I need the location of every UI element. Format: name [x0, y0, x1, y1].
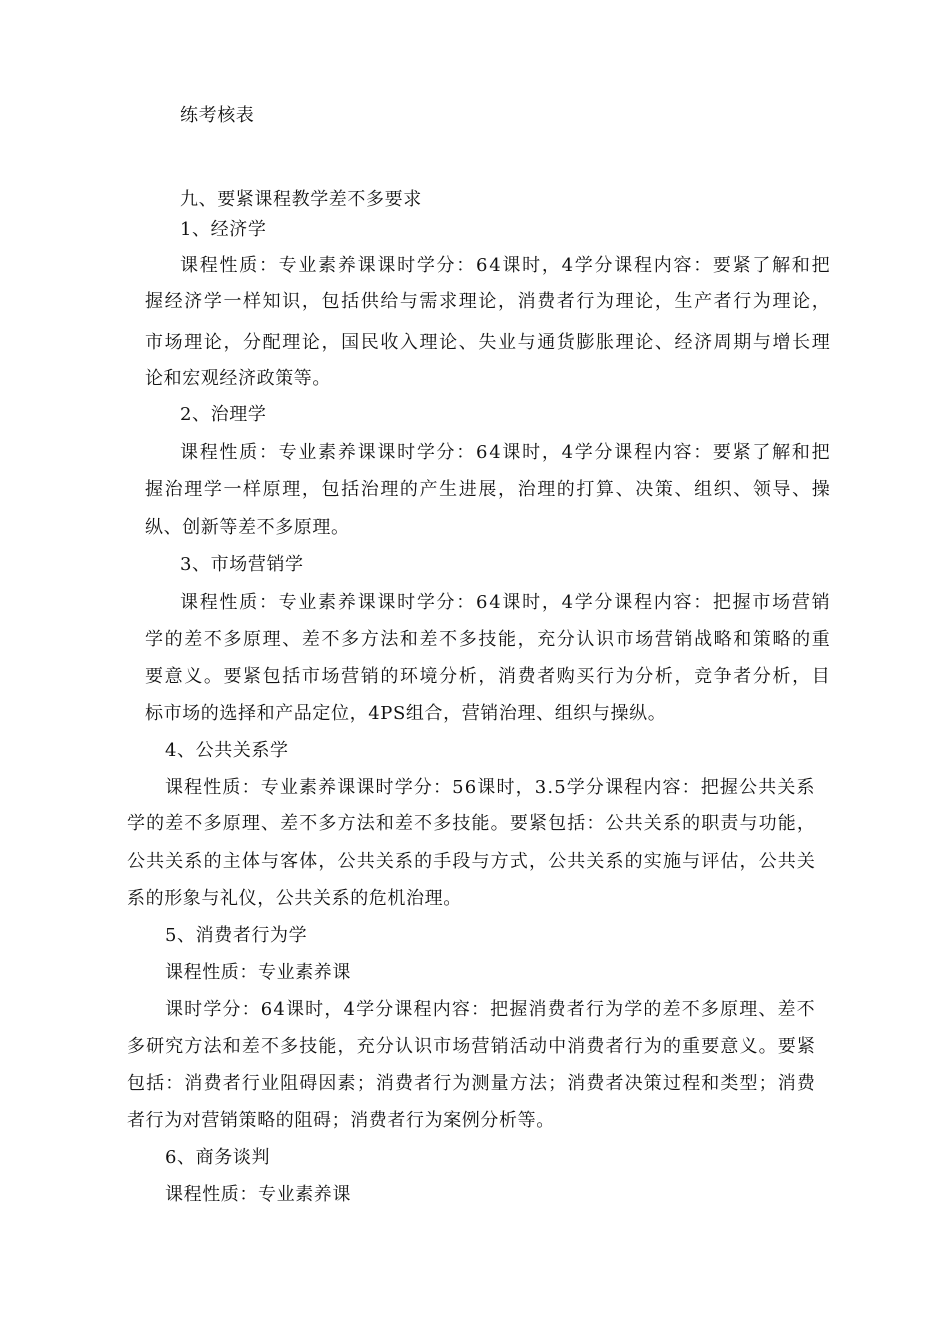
text-line: 课 程 性 质 ： 专 业 素 养 课 课 时 学 分 ： 6 4 课 时 ， 4 学 分 课 程 内 容 ： 要 紧 了 解 和 把	[180, 442, 830, 463]
text-line: 4、公共关系学	[165, 740, 289, 761]
text-line: 课 时 学 分 ： 6 4 课 时 ， 4 学 分 课 程 内 容 ： 把 握 消 费 者 行 为 学 的 差 不 多 原 理 、 差 不	[165, 999, 815, 1020]
text-line: 要 意 义 。 要 紧 包 括 市 场 营 销 的 环 境 分 析 ， 消 费 者 购 买 行 为 分 析 ， 竞 争 者 分 析 ， 目	[145, 666, 830, 687]
text-line: 课 程 性 质 ： 专 业 素 养 课 课 时 学 分 ： 5 6 课 时 ， 3 . 5 学 分 课 程 内 容 ： 把 握 公 共 关 系	[165, 777, 815, 798]
text-line: 公 共 关 系 的 主 体 与 客 体 ， 公 共 关 系 的 手 段 与 方 式 ， 公 共 关 系 的 实 施 与 评 估 ， 公 共 关	[127, 851, 815, 872]
text-line: 多 研 究 方 法 和 差 不 多 技 能 ， 充 分 认 识 市 场 营 销 活 动 中 消 费 者 行 为 的 重 要 意 义 。 要 紧	[127, 1036, 815, 1057]
text-line: 5、消费者行为学	[165, 925, 308, 946]
text-line: 课 程 性 质 ： 专 业 素 养 课 课 时 学 分 ： 6 4 课 时 ， 4 学 分 课 程 内 容 ： 要 紧 了 解 和 把	[180, 255, 830, 276]
text-line: 学 的 差 不 多 原 理 、 差 不 多 方 法 和 差 不 多 技 能 。 要 紧 包 括 ： 公 共 关 系 的 职 责 与 功 能 ，	[127, 813, 815, 834]
text-line: 课程性质：专业素养课	[165, 962, 351, 983]
text-line: 九、要紧课程教学差不多要求	[180, 189, 422, 210]
text-line: 课 程 性 质 ： 专 业 素 养 课 课 时 学 分 ： 6 4 课 时 ， 4 学 分 课 程 内 容 ： 把 握 市 场 营 销	[180, 592, 830, 613]
text-line: 练考核表	[180, 105, 255, 126]
text-line: 学 的 差 不 多 原 理 、 差 不 多 方 法 和 差 不 多 技 能 ， 充 分 认 识 市 场 营 销 战 略 和 策 略 的 重	[145, 629, 830, 650]
text-line: 市 场 理 论 ， 分 配 理 论 ， 国 民 收 入 理 论 、 失 业 与 通 货 膨 胀 理 论 、 经 济 周 期 与 增 长 理	[145, 332, 830, 353]
text-line: 系的形象与礼仪，公共关系的危机治理。	[127, 888, 462, 909]
text-line: 课程性质：专业素养课	[165, 1184, 351, 1205]
text-line: 6、商务谈判	[165, 1147, 271, 1168]
text-line: 纵、创新等差不多原理。	[145, 517, 350, 538]
text-line: 论和宏观经济政策等。	[145, 368, 331, 389]
text-line: 握 治 理 学 一 样 原 理 ， 包 括 治 理 的 产 生 进 展 ， 治 理 的 打 算 、 决 策 、 组 织 、 领 导 、 操	[145, 479, 830, 500]
text-line: 者行为对营销策略的阻碍；消费者行为案例分析等。	[127, 1110, 555, 1131]
text-line: 标市场的选择和产品定位，4PS组合，营销治理、组织与操纵。	[145, 703, 667, 724]
text-line: 2、治理学	[180, 404, 267, 425]
text-line: 1、经济学	[180, 219, 267, 240]
text-line: 握 经 济 学 一 样 知 识 ， 包 括 供 给 与 需 求 理 论 ， 消 费 者 行 为 理 论 ， 生 产 者 行 为 理 论 ，	[145, 291, 830, 312]
text-line: 3、市场营销学	[180, 554, 304, 575]
text-line: 包 括 ： 消 费 者 行 业 阻 碍 因 素 ； 消 费 者 行 为 测 量 方 法 ； 消 费 者 决 策 过 程 和 类 型 ； 消 费	[127, 1073, 815, 1094]
